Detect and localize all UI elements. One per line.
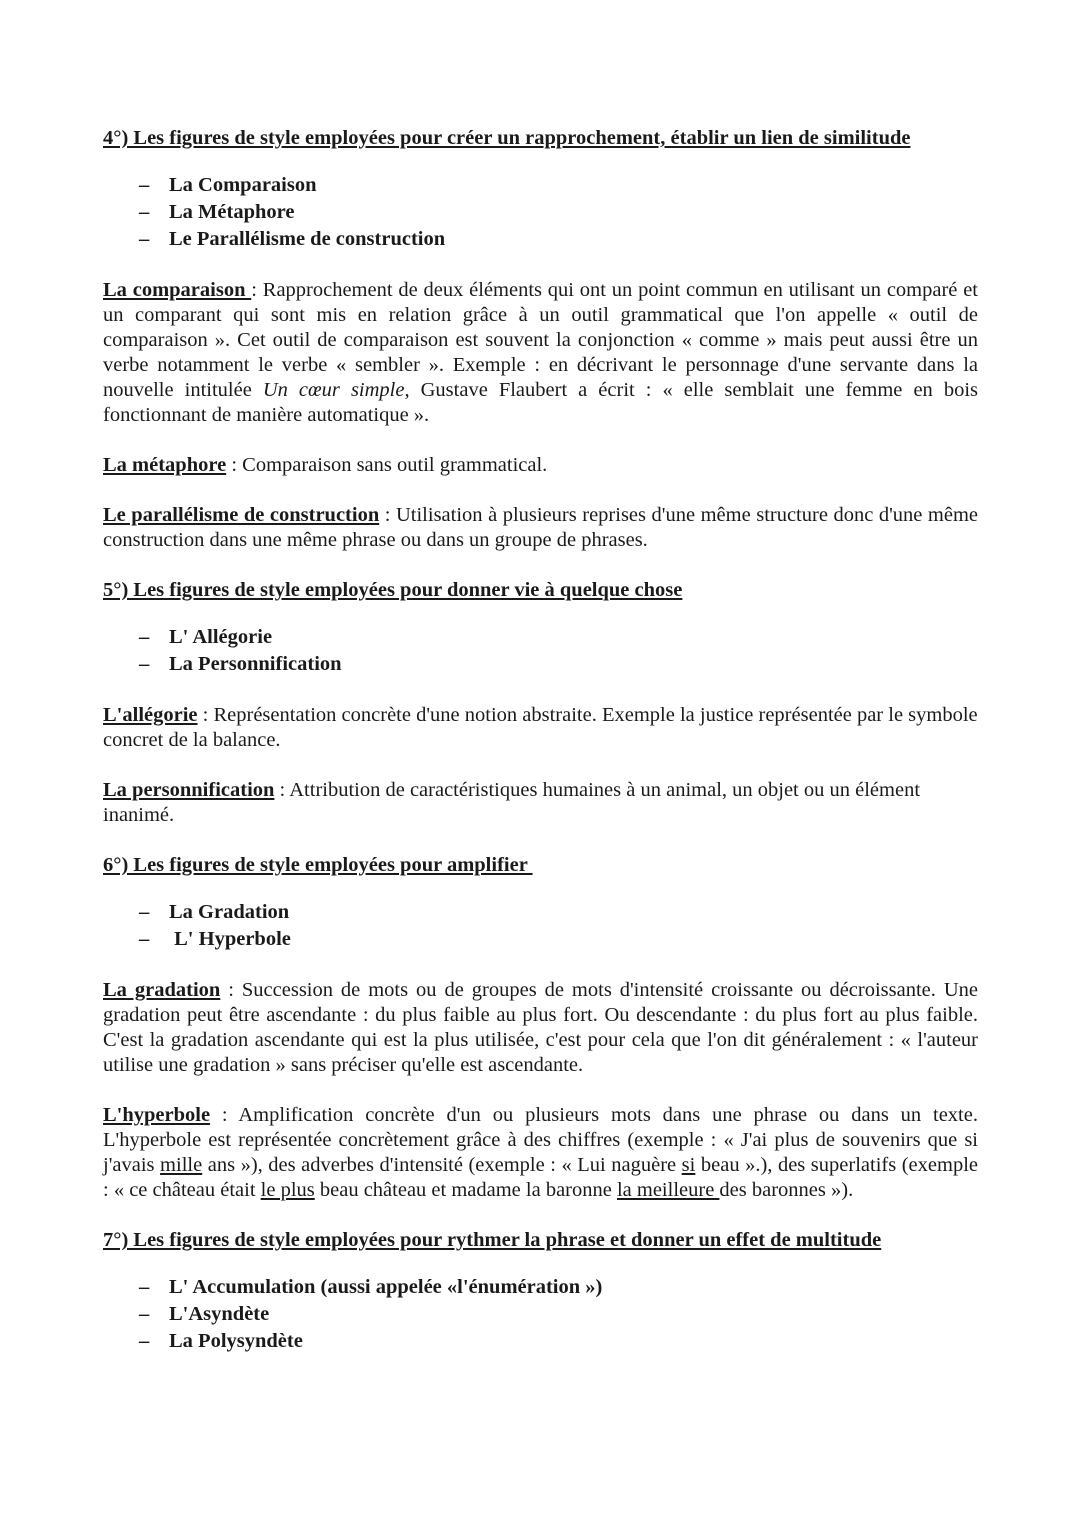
definition-hyperbole: L'hyperbole : Amplification concrète d'un ou plusieurs mots dans une phrase ou dans un texte. L'hyperbole est représentée concrètement grâce à des chiffres (exemple : « J'ai plus de souvenirs que si j'avais mille ans »), des adverbes d'intensité (exemple : « Lui naguère si beau ».), des superlatifs (exemple : « ce château était le plus beau château et madame la baronne la meilleure des baronnes »).: [103, 1104, 978, 1201]
definition-term: L'hyperbole: [103, 1104, 211, 1126]
figure-list-4: [103, 172, 978, 253]
section-title-7: 7°) Les figures de style employées pour rythmer la phrase et donner un effet de multitude: [103, 1229, 882, 1251]
figure-list-5: [103, 624, 978, 678]
book-title: Un cœur simple: [262, 379, 405, 401]
dash-icon: –: [139, 174, 150, 196]
dash-icon: –: [139, 228, 150, 250]
dash-icon: –: [139, 653, 150, 675]
dash-icon: –: [139, 1303, 150, 1325]
list-item: – La Métaphore: [103, 199, 978, 226]
definition-allegorie: L'allégorie : Représentation concrète d'une notion abstraite. Exemple la justice représentée par le symbole concret de la balance.: [103, 704, 978, 751]
dash-icon: –: [139, 901, 150, 923]
underlined-word: mille: [160, 1154, 203, 1176]
section-title-6: 6°) Les figures de style employées pour amplifier: [103, 854, 533, 876]
definition-parallelisme: Le parallélisme de construction : Utilisation à plusieurs reprises d'une même structure donc d'une même construction dans une même phrase ou dans un groupe de phrases.: [103, 504, 978, 551]
list-item: – La Personnification: [103, 651, 978, 678]
figure-list-6: [103, 899, 978, 953]
section-title-4: 4°) Les figures de style employées pour créer un rapprochement, établir un lien de similitude: [103, 127, 911, 149]
definition-term: La comparaison: [103, 279, 252, 301]
definition-gradation: La gradation : Succession de mots ou de groupes de mots d'intensité croissante ou décroissante. Une gradation peut être ascendante : du plus faible au plus fort. Ou descendante : du plus fort au plus faible. C'est la gradation ascendante qui est la plus utilisée, c'est pour cela que l'on dit généralement : « l'auteur utilise une gradation » sans préciser qu'elle est ascendante.: [103, 979, 978, 1076]
definition-term: La personnification: [103, 779, 275, 801]
list-item: – La Gradation: [103, 899, 978, 926]
definition-comparaison: La comparaison : Rapprochement de deux éléments qui ont un point commun en utilisant un comparé et un comparant qui sont mis en relation grâce à un outil grammatical que l'on appelle « outil de comparaison ». Cet outil de comparaison est souvent la conjonction « comme » mais peut aussi être un verbe notamment le verbe « sembler ». Exemple : en décrivant le personnage d'une servante dans la nouvelle intitulée Un cœur simple, Gustave Flaubert a écrit : « elle semblait une femme en bois fonctionnant de manière automatique ».: [103, 279, 978, 426]
document-content: [103, 126, 978, 1380]
dash-icon: –: [139, 201, 150, 223]
list-item: – L' Hyperbole: [103, 926, 978, 953]
dash-icon: –: [139, 1330, 150, 1352]
definition-term: Le parallélisme de construction: [103, 504, 380, 526]
figure-list-7: [103, 1274, 978, 1355]
list-item: – L' Allégorie: [103, 624, 978, 651]
definition-term: La métaphore: [103, 454, 227, 476]
definition-metaphore: La métaphore : Comparaison sans outil grammatical.: [103, 454, 548, 476]
dash-icon: –: [139, 1276, 150, 1298]
list-item: – Le Parallélisme de construction: [103, 226, 978, 253]
underlined-word: la meilleure: [616, 1179, 720, 1201]
definition-term: L'allégorie: [103, 704, 198, 726]
dash-icon: –: [139, 928, 150, 950]
list-item: – L' Accumulation (aussi appelée «l'énumération »): [103, 1274, 978, 1301]
list-item: – La Polysyndète: [103, 1328, 978, 1355]
section-title-5: 5°) Les figures de style employées pour donner vie à quelque chose: [103, 579, 683, 601]
underlined-word: le plus: [260, 1179, 315, 1201]
list-item: – La Comparaison: [103, 172, 978, 199]
list-item: – L'Asyndète: [103, 1301, 978, 1328]
definition-term: La gradation: [103, 979, 221, 1001]
underlined-word: si: [681, 1154, 696, 1176]
definition-personnification: La personnification : Attribution de caractéristiques humaines à un animal, un objet ou un élément inanimé.: [103, 779, 921, 826]
dash-icon: –: [139, 626, 150, 648]
